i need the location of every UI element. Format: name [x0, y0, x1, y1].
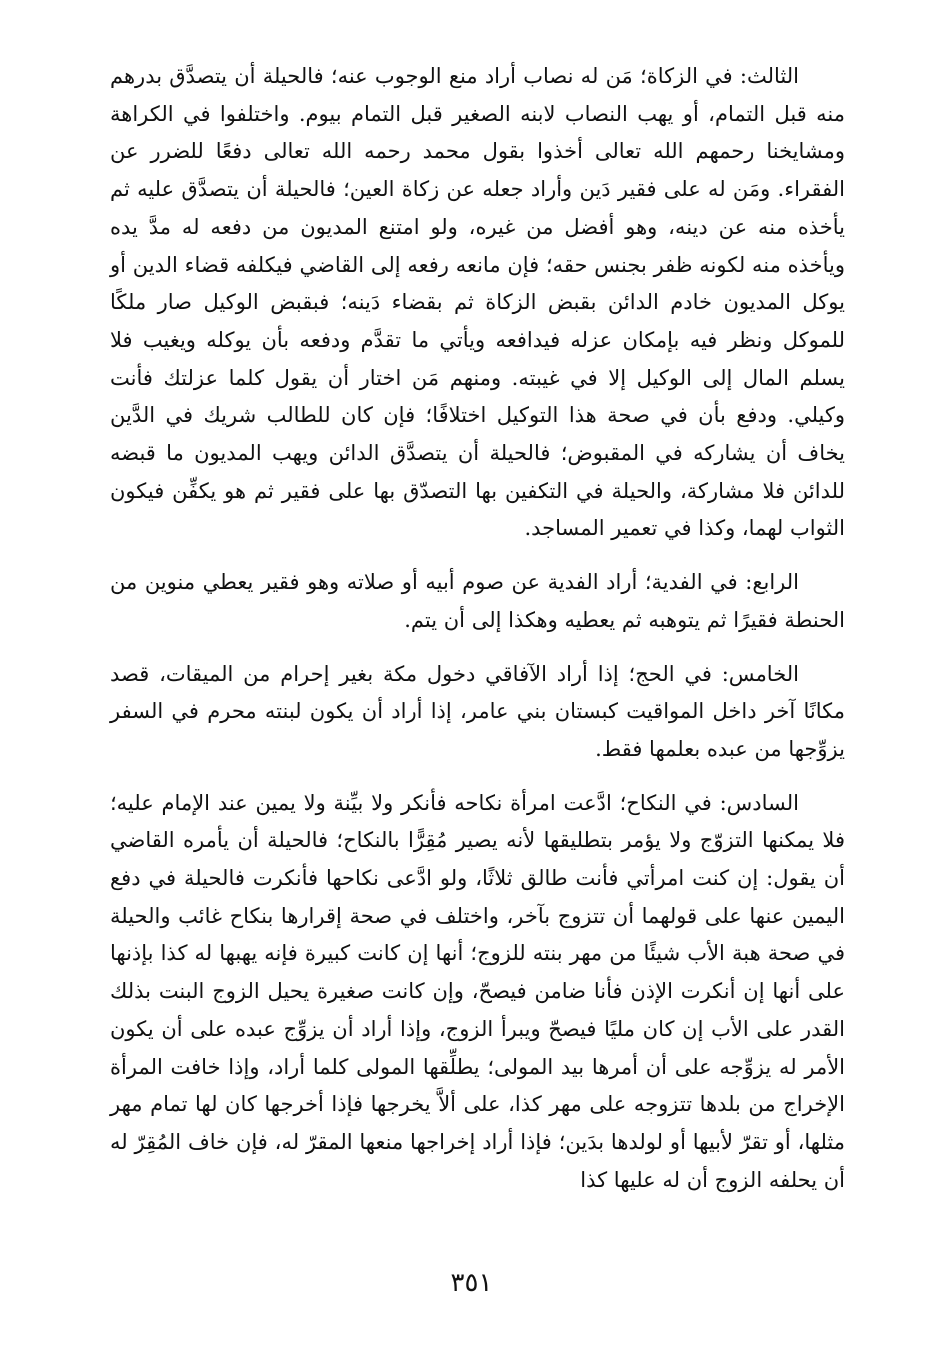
page-number: ٣٥١ — [450, 1268, 493, 1298]
paragraph-gap — [110, 769, 845, 785]
paragraph-fifth-hajj: الخامس: في الحج؛ إذا أراد الآفاقي دخول مكة بغير إحرام من الميقات، قصد مكانًا آخر داخل المواقيت كبستان بني عامر، إذا أراد أن يكون لبنته محرم في السفر يزوِّجها من عبده بعلمها فقط. — [110, 661, 845, 761]
paragraph-sixth-nikah: السادس: في النكاح؛ ادَّعت امرأة نكاحه فأنكر ولا بيِّنة ولا يمين عند الإمام عليه؛ فلا يمكنها التزوّج ولا يؤمر بتطليقها لأنه يصير مُقِرًّا بالنكاح؛ فالحيلة أن يأمره القاضي أن يقول: إن كنت امرأتي فأنت طالق ثلاثًا، ولو ادَّعى نكاحها فأنكرت فالحيلة في دفع اليمين عنها على قولهما أن تتزوج بآخر، واختلف في صحة إقرارها بنكاح غائب والحيلة في صحة هبة الأب شيئًا من مهر بنته للزوج؛ أنها إن كانت كبيرة فإنه يهبها له كذا بإذنها على أنها إن أنكرت الإذن فأنا ضامن فيصحّ، وإن كانت صغيرة يحيل الزوج البنت بذلك القدر على الأب إن كان مليًا فيصحّ ويبرأ الزوج، وإذا أراد أن يزوِّج عبده على أن يكون الأمر له يزوِّجه على أن أمرها بيد المولى؛ يطلِّقها المولى كلما أراد، وإذا خافت المرأة الإخراج من بلدها تتزوجه على مهر كذا، على ألاَّ يخرجها فإذا أخرجها كان لها تمام مهر مثلها، أو تقرّ لأبيها أو لولدها بدَين؛ فإذا أراد إخراجها منعها المقرّ له، فإن خاف المُقِرّ له أن يحلفه الزوج أن له عليها كذا — [110, 790, 845, 1192]
paragraph-third-zakat: الثالث: في الزكاة؛ مَن له نصاب أراد منع الوجوب عنه؛ فالحيلة أن يتصدَّق بدرهم منه قبل التمام، أو يهب النصاب لابنه الصغير قبل التمام بيوم. واختلفوا في الكراهة ومشايخنا رحمهم الله تعالى أخذوا بقول محمد رحمه الله تعالى دفعًا للضرر عن الفقراء. ومَن له على فقير دَين وأراد جعله عن زكاة العين؛ فالحيلة أن يتصدَّق عليه ثم يأخذه منه عن دينه، وهو أفضل من غيره، ولو امتنع المديون من دفعه له مدَّ يده ويأخذه منه لكونه ظفر بجنس حقه؛ فإن مانعه رفعه إلى القاضي فيكلفه قضاء الدين أو يوكل المديون خادم الدائن بقبض الزكاة ثم بقضاء دَينه؛ فبقبض الوكيل صار ملكًا للموكل ونظر فيه بإمكان عزله فيدافعه ويأتي ما تقدَّم ودفعه بأن يوكله ويغيب فلا يسلم المال إلى الوكيل إلا في غيبته. ومنهم مَن اختار أن يقول كلما عزلتك فأنت وكيلي. ودفع بأن في صحة هذا التوكيل اختلافًا؛ فإن كان للطالب شريك في الدَّين يخاف أن يشاركه في المقبوض؛ فالحيلة أن يتصدَّق الدائن ويهب المديون ما قبضه للدائن فلا مشاركة، والحيلة في التكفين بها التصدّق بها على فقير ثم هو يكفِّن فيكون الثواب لهما، وكذا في تعمير المساجد. — [110, 64, 845, 541]
paragraph-gap — [110, 640, 845, 656]
paragraph-gap — [110, 548, 845, 564]
body-text — [110, 58, 845, 1199]
paragraph-fourth-fidya: الرابع: في الفدية؛ أراد الفدية عن صوم أبيه أو صلاته وهو فقير يعطي منوين من الحنطة فقيرًا ثم يتوهبه ثم يعطيه وهكذا إلى أن يتم. — [110, 570, 845, 632]
